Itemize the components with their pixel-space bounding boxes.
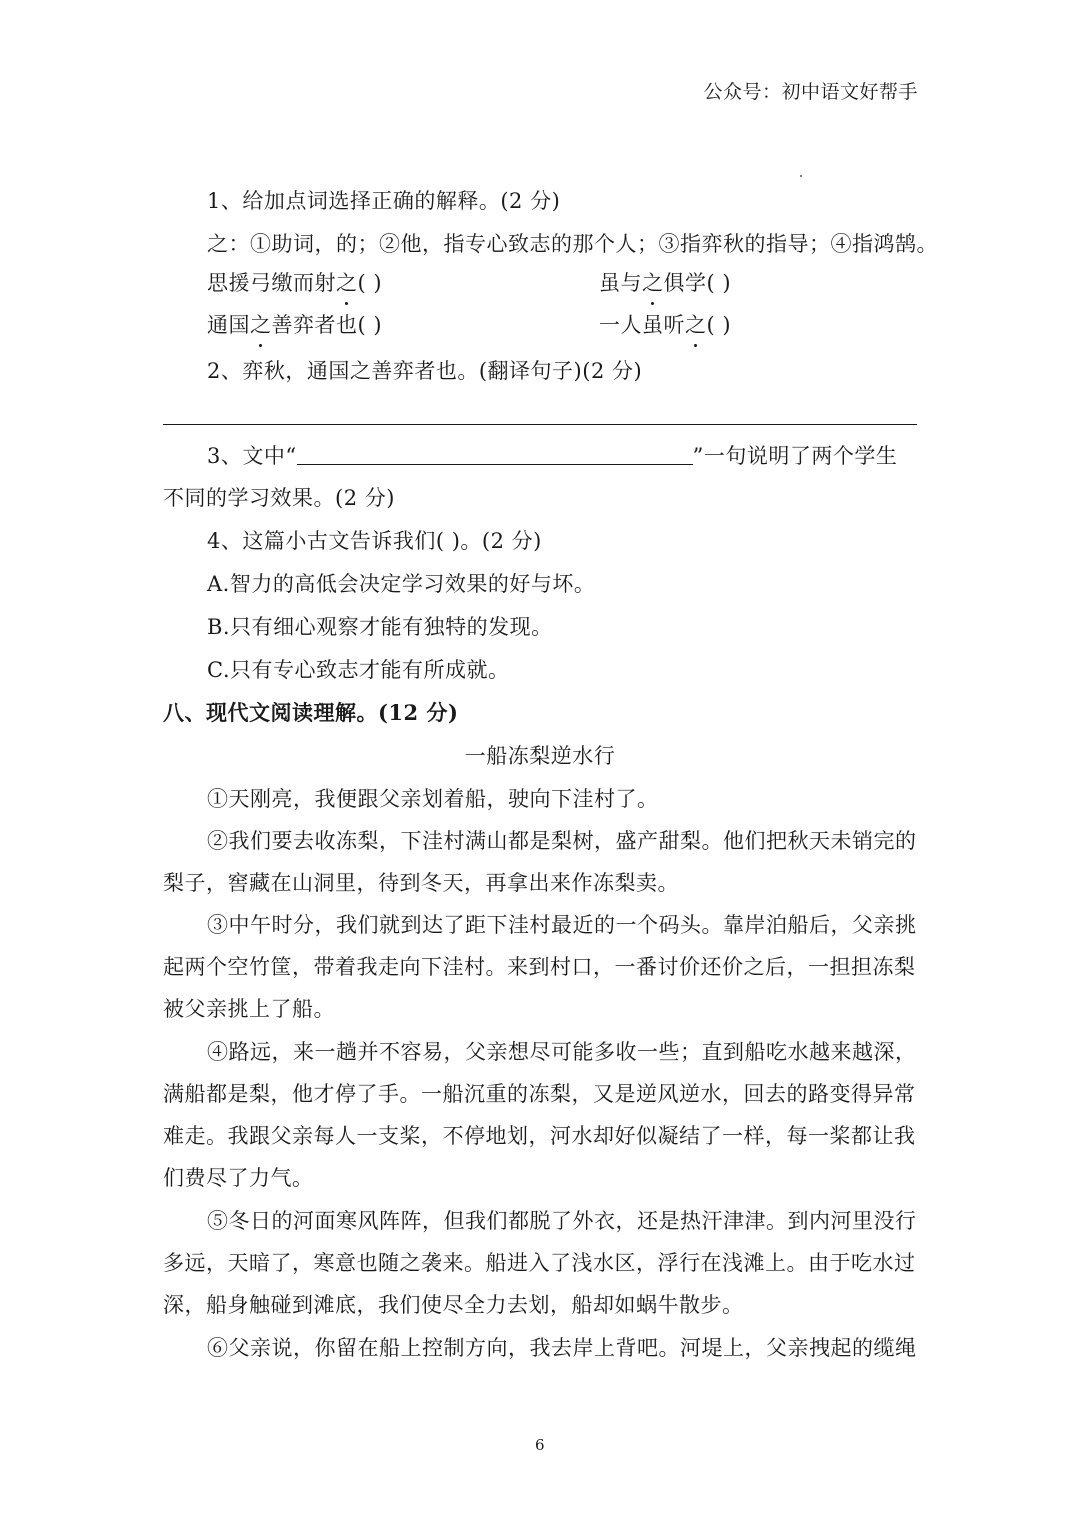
answer-line[interactable] [163,424,917,425]
q1-item-1-post: ( ) [357,271,383,295]
section-8-heading: 八、现代文阅读理解。(12 分) [163,700,459,725]
q1-item-3-pre: 通国 [207,313,250,337]
q1-item-1 [207,268,382,298]
q3-blank[interactable] [297,444,693,465]
scan-speck [800,175,802,177]
q4-option-c: C.只有专心致志才能有所成就。 [207,658,510,682]
q3-pre: 3、文中“ [207,444,297,468]
q1-item-1-pre: 思援弓缴而射 [207,271,336,295]
q4-title: 4、这篇小古文告诉我们( )。(2 分) [207,529,542,553]
q1-definition: 之：①助词，的；②他，指专心致志的那个人；③指弈秋的指导；④指鸿鹄。 [207,232,938,256]
passage-line: ③中午时分，我们就到达了距下洼村最近的一个码头。靠岸泊船后，父亲挑 [207,913,917,937]
q4-option-a: A.智力的高低会决定学习效果的好与坏。 [207,572,596,596]
passage-line: ①天刚亮，我便跟父亲划着船，驶向下洼村了。 [207,787,659,811]
passage-line: ④路远，来一趟并不容易，父亲想尽可能多收一些；直到船吃水越来越深， [207,1040,917,1064]
passage-line: 难走。我跟父亲每人一支桨，不停地划，河水却好似凝结了一样，每一桨都让我 [163,1124,916,1148]
q1-title: 1、给加点词选择正确的解释。(2 分) [207,189,561,213]
q1-item-3-post: 善弈者也( ) [271,313,383,337]
q1-item-4-post: ( ) [706,313,732,337]
q1-item-3 [207,310,382,340]
q1-item-1-dotted: 之 [336,268,358,298]
passage-line: 满船都是梨，他才停了手。一船沉重的冻梨，又是逆风逆水，回去的路变得异常 [163,1082,916,1106]
page-number: 6 [534,1436,546,1454]
q1-item-4-dotted: 之 [685,310,707,340]
q3-post: ”一句说明了两个学生 [692,444,898,468]
q4-option-b: B.只有细心观察才能有独特的发现。 [207,615,553,639]
passage-line: 深，船身触碰到滩底，我们使尽全力去划，船却如蜗牛散步。 [163,1293,744,1317]
page-header: 公众号：初中语文好帮手 [703,81,918,103]
q3-continuation: 不同的学习效果。(2 分) [163,486,395,510]
q3-line [207,441,897,471]
q1-item-2 [599,268,731,298]
q1-item-2-post: 俱学( ) [663,271,732,295]
passage-line: 多远，天暗了，寒意也随之袭来。船进入了浅水区，浮行在浅滩上。由于吃水过 [163,1251,916,1275]
passage-line: 起两个空竹筐，带着我走向下洼村。来到村口，一番讨价还价之后，一担担冻梨 [163,955,916,979]
q2-title: 2、弈秋，通国之善弈者也。(翻译句子)(2 分) [207,359,643,383]
q1-item-3-dotted: 之 [250,310,272,340]
passage-line: 被父亲挑上了船。 [163,997,335,1021]
q1-item-2-pre: 虽与 [599,271,642,295]
passage-line: ⑤冬日的河面寒风阵阵，但我们都脱了外衣，还是热汗津津。到内河里没行 [207,1209,917,1233]
passage-line: 梨子，窖藏在山洞里，待到冬天，再拿出来作冻梨卖。 [163,871,679,895]
q1-item-4-pre: 一人虽听 [599,313,685,337]
passage-line: ⑥父亲说，你留在船上控制方向，我去岸上背吧。河堤上，父亲拽起的缆绳 [207,1336,917,1360]
passage-line: ②我们要去收冻梨，下洼村满山都是梨树，盛产甜梨。他们把秋天未销完的 [207,829,917,853]
q1-item-2-dotted: 之 [642,268,664,298]
q1-item-4 [599,310,731,340]
story-title: 一船冻梨逆水行 [464,744,616,768]
passage-line: 们费尽了力气。 [163,1166,314,1190]
